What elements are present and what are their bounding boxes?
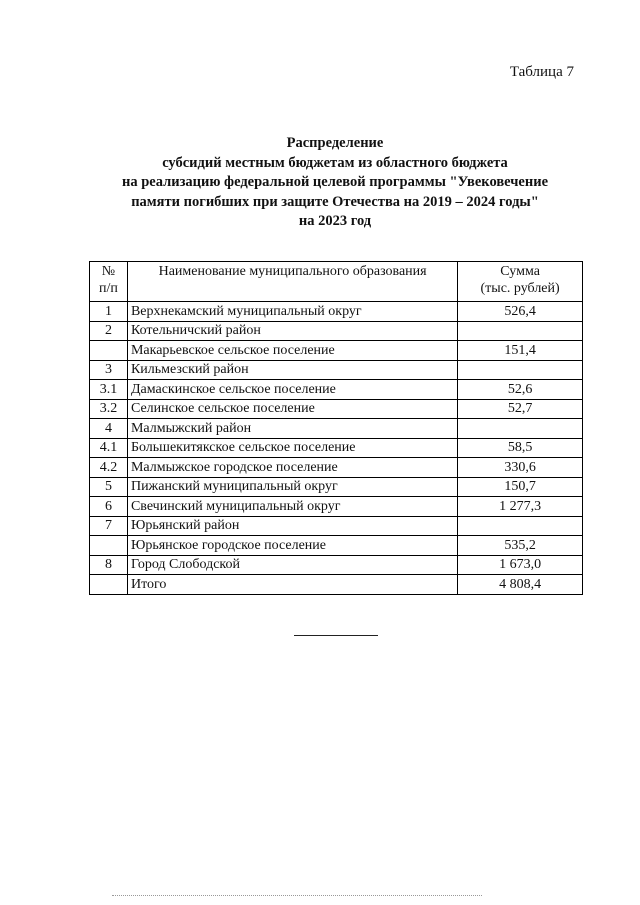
row-amount: 526,4 — [458, 302, 583, 322]
table-row — [90, 477, 583, 497]
row-amount: 1 277,3 — [458, 497, 583, 517]
title-line-1: Распределение — [286, 135, 384, 151]
header-amount — [458, 262, 583, 302]
table-row — [90, 497, 583, 517]
row-amount — [458, 516, 583, 536]
row-number: 6 — [90, 497, 128, 517]
table-row — [90, 399, 583, 419]
row-amount: 58,5 — [458, 438, 583, 458]
header-number — [90, 262, 128, 302]
table-row — [90, 575, 583, 595]
row-amount: 330,6 — [458, 458, 583, 478]
row-municipality: Пижанский муниципальный округ — [127, 477, 457, 497]
row-municipality: Большекитякское сельское поселение — [127, 438, 457, 458]
row-number: 3.2 — [90, 399, 128, 419]
table-row — [90, 458, 583, 478]
title-line-5: на 2023 год — [298, 213, 372, 229]
row-municipality: Юрьянский район — [127, 516, 457, 536]
row-municipality: Малмыжское городское поселение — [127, 458, 457, 478]
row-number: 7 — [90, 516, 128, 536]
table-header-row — [90, 262, 583, 302]
header-amount-line1: Сумма — [500, 264, 540, 279]
table-row — [90, 419, 583, 439]
row-municipality: Макарьевское сельское поселение — [127, 341, 457, 361]
row-number — [90, 575, 128, 595]
closing-rule — [294, 635, 378, 636]
row-municipality: Малмыжский район — [127, 419, 457, 439]
row-municipality: Кильмезский район — [127, 360, 457, 380]
row-amount: 52,7 — [458, 399, 583, 419]
row-municipality: Дамаскинское сельское поселение — [127, 380, 457, 400]
title-line-3: на реализацию федеральной целевой программы "Увековечение — [121, 174, 549, 190]
table-row — [90, 302, 583, 322]
row-number: 3.1 — [90, 380, 128, 400]
table-row — [90, 555, 583, 575]
row-amount — [458, 321, 583, 341]
row-municipality: Селинское сельское поселение — [127, 399, 457, 419]
row-number: 4.2 — [90, 458, 128, 478]
table-row — [90, 516, 583, 536]
row-number: 4.1 — [90, 438, 128, 458]
row-number: 2 — [90, 321, 128, 341]
document-title — [0, 134, 640, 232]
header-number-line1: № — [101, 264, 116, 279]
table-row — [90, 360, 583, 380]
table-row — [90, 380, 583, 400]
row-amount: 1 673,0 — [458, 555, 583, 575]
table-number-label: Таблица 7 — [509, 64, 574, 80]
table-body — [90, 302, 583, 595]
row-amount — [458, 419, 583, 439]
title-line-2: субсидий местным бюджетам из областного бюджета — [162, 154, 508, 171]
row-number — [90, 536, 128, 556]
row-amount: 4 808,4 — [458, 575, 583, 595]
row-number: 4 — [90, 419, 128, 439]
table-row — [90, 438, 583, 458]
row-amount: 52,6 — [458, 380, 583, 400]
title-line-4: памяти погибших при защите Отечества на 2019 – 2024 годы" — [131, 193, 539, 210]
header-municipality: Наименование муниципального образования — [127, 262, 457, 302]
row-number: 8 — [90, 555, 128, 575]
row-amount — [458, 360, 583, 380]
scan-artifact-line — [112, 895, 482, 896]
row-number — [90, 341, 128, 361]
table-row — [90, 341, 583, 361]
row-municipality: Свечинский муниципальный округ — [127, 497, 457, 517]
row-number: 1 — [90, 302, 128, 322]
row-municipality: Город Слободской — [127, 555, 457, 575]
row-municipality: Верхнекамский муниципальный округ — [127, 302, 457, 322]
row-municipality: Итого — [127, 575, 457, 595]
row-number: 5 — [90, 477, 128, 497]
row-amount: 150,7 — [458, 477, 583, 497]
row-municipality: Юрьянское городское поселение — [127, 536, 457, 556]
subsidy-distribution-table — [89, 261, 583, 595]
row-amount: 151,4 — [458, 341, 583, 361]
header-amount-line2: (тыс. рублей) — [480, 281, 560, 296]
header-number-line2: п/п — [99, 281, 118, 296]
row-amount: 535,2 — [458, 536, 583, 556]
row-municipality: Котельничский район — [127, 321, 457, 341]
table-row — [90, 321, 583, 341]
table-row — [90, 536, 583, 556]
row-number: 3 — [90, 360, 128, 380]
